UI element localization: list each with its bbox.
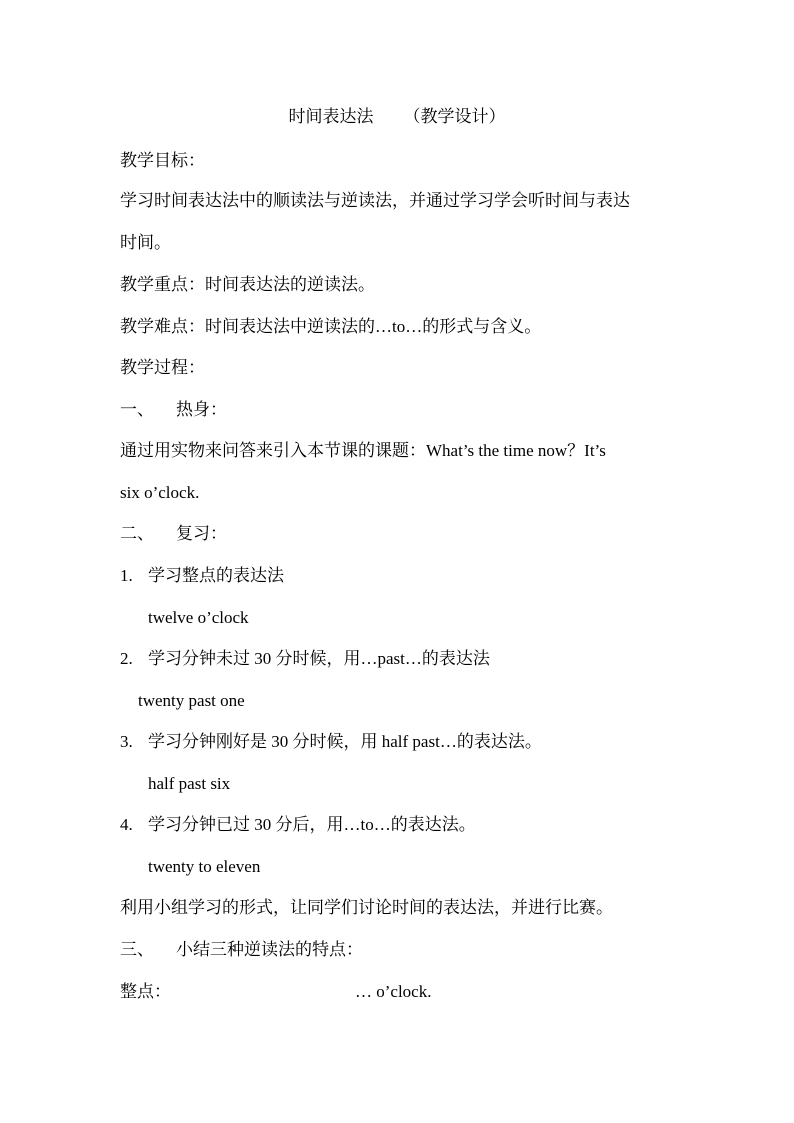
list-item-example: twenty past one — [138, 691, 245, 710]
list-item-number: 3. — [120, 732, 133, 751]
title-main: 时间表达法 — [288, 107, 374, 126]
summary-line — [120, 981, 680, 1003]
list-item-text: 学习整点的表达法 — [148, 566, 284, 585]
list-item — [120, 814, 476, 836]
list-item-example: twelve o’clock — [148, 608, 249, 627]
list-item-example: twenty to eleven — [148, 857, 261, 876]
title-sub: （教学设计） — [403, 107, 506, 126]
list-item-number: 2. — [120, 649, 133, 668]
section-3-heading — [120, 939, 363, 961]
list-item-number: 1. — [120, 566, 133, 585]
summary-value: … o’clock. — [355, 982, 432, 1001]
summary-label: 整点： — [120, 982, 171, 1001]
list-item-text: 学习分钟已过 30 分后，用…to…的表达法。 — [148, 815, 476, 834]
list-item — [120, 731, 542, 753]
document-title — [0, 106, 794, 128]
objectives-line-1: 学习时间表达法中的顺读法与逆读法，并通过学习学会听时间与表达 — [120, 191, 630, 210]
section-2-heading — [120, 523, 227, 545]
section-2-number: 二、 — [120, 524, 154, 543]
group-activity: 利用小组学习的形式，让同学们讨论时间的表达法，并进行比赛。 — [120, 898, 613, 917]
key-point: 教学重点：时间表达法的逆读法。 — [120, 275, 375, 294]
list-item-example: half past six — [148, 774, 231, 793]
objectives-heading: 教学目标： — [120, 151, 205, 170]
list-item-number: 4. — [120, 815, 133, 834]
objectives-line-2: 时间。 — [120, 233, 171, 252]
list-item-text: 学习分钟刚好是 30 分时候，用 half past…的表达法。 — [148, 732, 542, 751]
list-item — [120, 565, 284, 587]
list-item-text: 学习分钟未过 30 分时候，用…past…的表达法 — [148, 649, 490, 668]
section-3-number: 三、 — [120, 940, 154, 959]
list-item — [120, 648, 490, 670]
section-2-title: 复习： — [176, 524, 227, 543]
process-heading: 教学过程： — [120, 358, 205, 377]
section-1-heading — [120, 399, 227, 421]
difficulty: 教学难点：时间表达法中逆读法的…to…的形式与含义。 — [120, 317, 542, 336]
warmup-line-1: 通过用实物来问答来引入本节课的课题：What’s the time now？It’s — [120, 441, 606, 460]
section-3-title: 小结三种逆读法的特点： — [176, 940, 363, 959]
section-1-number: 一、 — [120, 400, 154, 419]
warmup-line-2: six o’clock. — [120, 483, 200, 502]
section-1-title: 热身： — [176, 400, 227, 419]
